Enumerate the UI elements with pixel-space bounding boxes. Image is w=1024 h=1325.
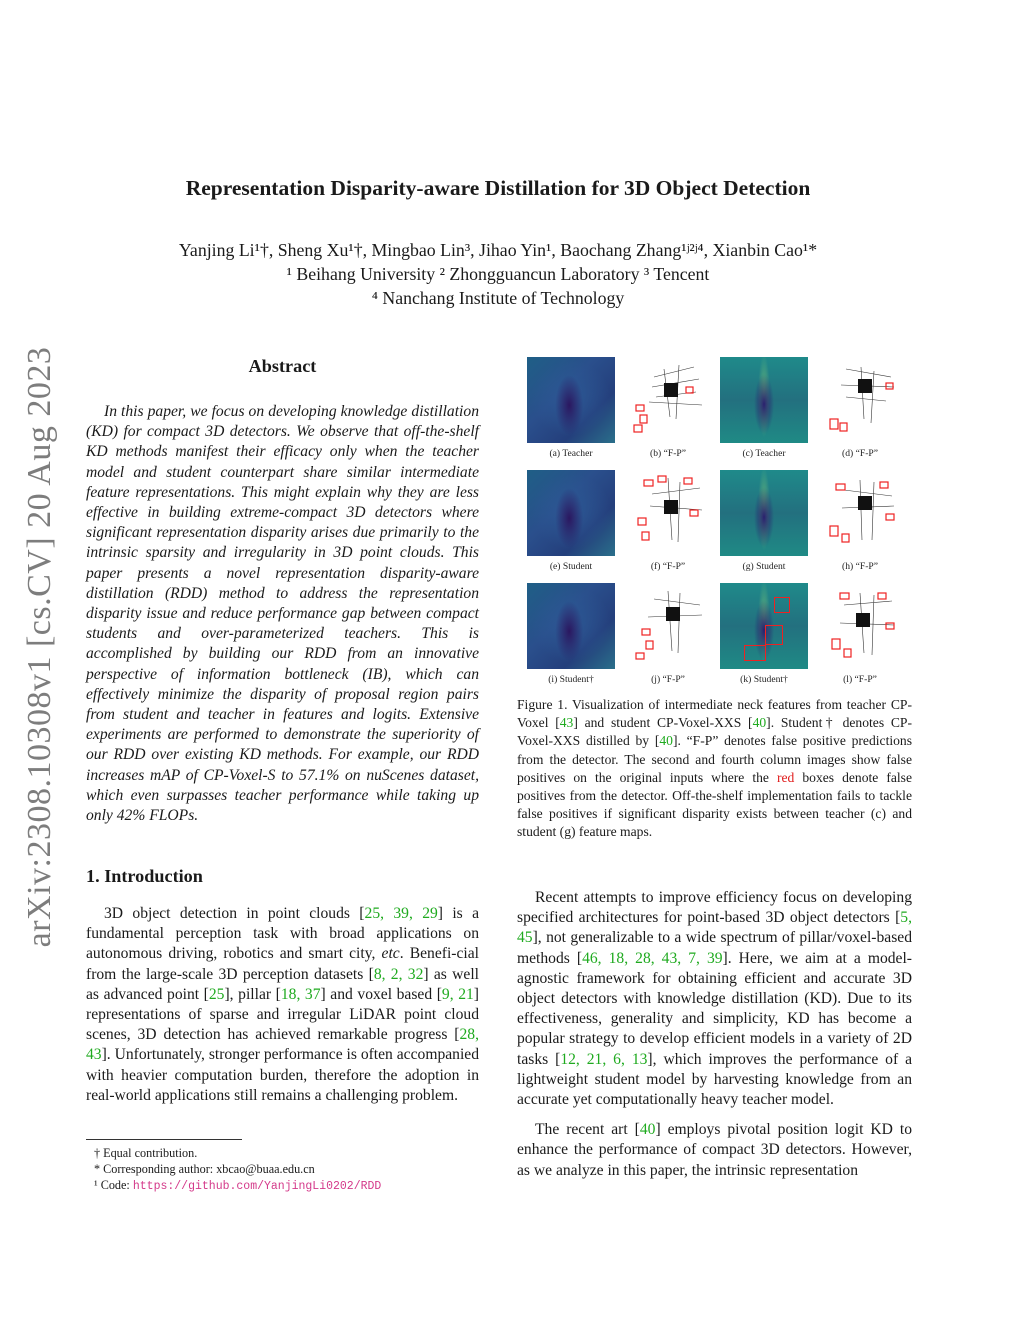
panel-label: (l) “F-P” bbox=[843, 674, 877, 685]
abstract-heading: Abstract bbox=[248, 356, 317, 376]
figure-panel-d-false-positive bbox=[816, 357, 904, 443]
panel-label: (h) “F-P” bbox=[842, 561, 878, 572]
paragraph: Recent attempts to improve efficiency focus on developing specified architectures for point-based 3D object detectors [5, 45], not generalizable to a wide spectrum of pillar/voxel-based methods [46, 18, 28, 43, 7, 39]. Here, we aim at a model-agnostic framework for obtaining efficient and accurate 3D object detectors with knowledge distillation (KD). Due to its effectiveness, generality and simplicity, KD has become a popular strategy to develop efficient models in a variety of 2D tasks [12, 21, 6, 13], which improves the performance of a lightweight student model by harvesting knowledge from an accurate yet computationally heavy teacher model. bbox=[517, 889, 913, 1109]
citation-link[interactable]: 40 bbox=[752, 715, 767, 731]
panel-label: (e) Student bbox=[549, 561, 593, 572]
paper-title: Representation Disparity-aware Distillation for 3D Object Detection bbox=[185, 176, 811, 200]
false-positive-box bbox=[765, 625, 783, 645]
figure-panel-e-student-feature bbox=[527, 470, 615, 556]
footnote-equal-contribution: † Equal contribution. bbox=[94, 1146, 198, 1160]
citation-link[interactable]: 18, 37 bbox=[280, 985, 321, 1003]
figure-panel-l-false-positive bbox=[816, 583, 904, 669]
introduction-paragraph: 3D object detection in point clouds [25, 39, 29] is a fundamental perception task with broad applications on autonomous driving, robotics and smart city, etc. Benefi-cial from the large-scale 3D perception datasets [8, 2, 32] as well as advanced point [25], pillar [18, 37] and voxel based [9, 21] representations of sparse and irregular LiDAR point cloud scenes, 3D detection has achieved remarkable progress [28, 43]. Unfortunately, stronger performance is often accompanied with heavier computation burden, therefore the adoption in real-world applications still remains a challenging problem. bbox=[86, 905, 480, 1104]
figure-panel-j-false-positive bbox=[624, 583, 712, 669]
figure-panel-g-student-feature bbox=[720, 470, 808, 556]
figure-panel-i-distilled-student-feature bbox=[527, 583, 615, 669]
panel-label: (d) “F-P” bbox=[842, 448, 878, 459]
panel-label: (g) Student bbox=[742, 561, 786, 572]
footnote-code: ¹ Code: https://github.com/YanjingLi0202/RDD bbox=[94, 1178, 382, 1193]
citation-link[interactable]: 25, 39, 29 bbox=[364, 905, 438, 922]
affiliations-line-1: ¹ Beihang University ² Zhongguancun Laboratory ³ Tencent bbox=[286, 264, 710, 284]
figure-panel-h-false-positive bbox=[816, 470, 904, 556]
abstract-body: In this paper, we focus on developing knowledge distillation (KD) for compact 3D detectors. We observe that off-the-shelf KD methods manifest their efficacy only when the teacher model and student counterpart share similar intermediate feature representations. This might explain why they are less effective in building extreme-compact 3D detectors where significant representation disparity arises due primarily to the intrinsic sparsity and irregularity in 3D point clouds. This paper presents a novel representation disparity-aware distillation (RDD) method to address the representation disparity issue and reduce performance gap between compact students and over-parameterized teachers. This is accomplished by building our RDD from an innovative perspective of information bottleneck (IB), which can effectively minimize the disparity of proposal region pairs from student and teacher in features and logits. Extensive experiments are performed to demonstrate the superiority of our RDD over existing KD methods. For example, our RDD increases mAP of CP-Voxel-S to 57.1% on nuScenes dataset, which even surpasses teacher performance while taking up only 42% FLOPs. bbox=[86, 403, 479, 825]
author-block bbox=[60, 238, 936, 310]
footnote-corresponding-author: * Corresponding author: xbcao@buaa.edu.cn bbox=[94, 1162, 315, 1176]
panel-label: (f) “F-P” bbox=[650, 561, 686, 572]
figure-1-caption: Figure 1. Visualization of intermediate neck features from teacher CP-Voxel [43] and student CP-Voxel-XXS [40]. Student† denotes CP-Voxel-XXS distilled by [40]. “F-P” denotes false positive predictions from the detector. The second and fourth column images show false positives on the original inputs where the red boxes denote false positives from the detector. Off-the-shelf implementation fails to tackle false positives if significant disparity exists between teacher (c) and student (g) feature maps. bbox=[517, 697, 913, 840]
false-positive-box bbox=[774, 597, 790, 613]
citation-link[interactable]: 12, 21, 6, 13 bbox=[560, 1050, 648, 1068]
right-column-text bbox=[517, 888, 912, 1191]
arxiv-identifier: arXiv:2308.10308v1 [cs.CV] 20 Aug 2023 bbox=[21, 346, 58, 948]
section-heading-introduction: 1. Introduction bbox=[86, 866, 203, 886]
citation-link[interactable]: 43 bbox=[559, 715, 574, 731]
citation-link[interactable]: 5, 45 bbox=[517, 909, 912, 947]
figure-panel-f-false-positive bbox=[624, 470, 712, 556]
panel-label: (c) Teacher bbox=[742, 448, 786, 459]
figure-panel-a-teacher-feature bbox=[527, 357, 615, 443]
code-url-link[interactable]: https://github.com/YanjingLi0202/RDD bbox=[132, 1180, 382, 1193]
citation-link[interactable]: 40 bbox=[659, 733, 673, 749]
citation-link[interactable]: 40 bbox=[639, 1121, 656, 1139]
highlight-red-word: red bbox=[776, 769, 795, 785]
panel-label: (j) “F-P” bbox=[651, 674, 685, 685]
paragraph: The recent art [40] employs pivotal position logit KD to enhance the performance of compact 3D detectors. However, as we analyze in this paper, the intrinsic representation bbox=[517, 1121, 913, 1179]
footnote-rule bbox=[86, 1139, 242, 1140]
figure-panel-k-distilled-student-feature bbox=[720, 583, 808, 669]
panel-label: (a) Teacher bbox=[549, 448, 593, 459]
citation-link[interactable]: 28, 43 bbox=[86, 1026, 479, 1064]
panel-label: (i) Student† bbox=[548, 674, 594, 685]
citation-link[interactable]: 25 bbox=[208, 985, 225, 1003]
affiliations-line-2: ⁴ Nanchang Institute of Technology bbox=[371, 288, 625, 308]
panel-label: (b) “F-P” bbox=[650, 448, 686, 459]
citation-link[interactable]: 9, 21 bbox=[441, 985, 474, 1003]
figure-panel-b-false-positive bbox=[624, 357, 712, 443]
panel-label: (k) Student† bbox=[740, 674, 788, 685]
citation-link[interactable]: 8, 2, 32 bbox=[373, 965, 424, 983]
author-names: Yanjing Li¹†, Sheng Xu¹†, Mingbao Lin³, Jihao Yin¹, Baochang Zhang¹ʲ²ʲ⁴, Xianbin Cao¹* bbox=[178, 240, 818, 260]
footnotes bbox=[94, 1145, 381, 1195]
figure-panel-c-teacher-feature bbox=[720, 357, 808, 443]
figure-1 bbox=[512, 355, 912, 690]
false-positive-box bbox=[744, 645, 766, 661]
citation-link[interactable]: 46, 18, 28, 43, 7, 39 bbox=[582, 949, 723, 967]
